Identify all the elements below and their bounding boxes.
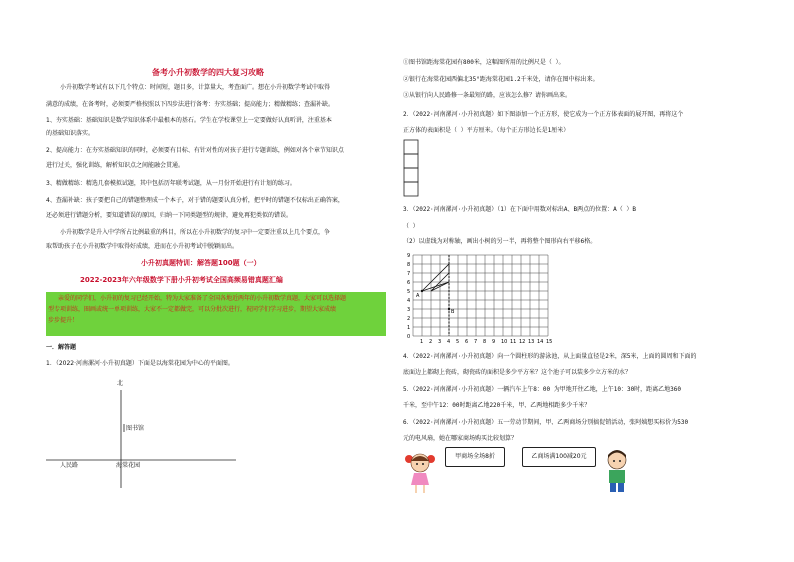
point-a-dot (421, 290, 423, 292)
notice-line-1: 亲爱的同学们，小升初的复习已经开始，特为大家准备了全国各地近两年的小升初数学真题，大家可以选择题 (58, 295, 347, 302)
x-tick-label: 1 (420, 339, 424, 345)
cube-net-figure (403, 139, 423, 205)
para-1-line-1: 1、夯实基础：基础知识是数学知识体系中最根本的基石。学生在学校课堂上一定要做好认真听讲，注重基本 (46, 117, 332, 124)
question-4-line-2: 底面边上都砌上瓷砖，砌瓷砖的面积是多少平方米？这个池子可以装多少立方米的水？ (403, 369, 632, 376)
para-5-line-1: 小升初数学是升入中学所占比例最重的科目，所以在小升初数学的复习中一定要注重以上几个要点，争 (60, 229, 331, 236)
question-6-line-2: 元的电风扇，她在哪家商场购买比较划算？ (403, 435, 518, 442)
para-4-line-2: 还必须进行错题分析，要知道错误的原因，归纳一下同类题型的规律，避免再犯类似的错误。 (46, 212, 293, 219)
para-4-line-1: 4、查漏补缺：孩子要把自己的错题整理成一个本子，对于错的题要认真分析，把平时的错题不仅标出正确答案， (46, 197, 344, 204)
question-3-line-3: （2）以虚线为对称轴，画出小树的另一半，再将整个图形向右平移6格。 (403, 238, 597, 245)
y-tick-label: 3 (407, 307, 411, 313)
x-tick-label: 13 (528, 339, 535, 345)
x-tick-label: 10 (501, 339, 508, 345)
question-6-line-1: 6．（2022·河南漯河·小升初真题）五一劳动节期间，甲、乙两商场分别搞促销活动，张阿姨想买标价为530 (403, 419, 689, 426)
girl-svg (403, 449, 437, 495)
question-5-line-1: 5．（2022·河南漯河·小升初真题）一辆汽车上午8：00 为甲地开往乙地，上午10：30时，距离乙地360 (403, 386, 682, 393)
grid-svg (403, 250, 563, 346)
question-4-line-1: 4．（2022·河南漯河·小升初真题）向一个圆柱形的游泳池，从上面量直径是2米，深5米，上面的圆周和下面的 (403, 353, 697, 360)
x-tick-label: 11 (510, 339, 517, 345)
bubble-left (445, 447, 505, 467)
coordinate-grid (403, 250, 563, 346)
bubble-left-text: 甲商场全场8折 (455, 453, 495, 460)
x-tick-label: 7 (474, 339, 478, 345)
question-1: 1．（2022·河南漯河·小升初真题）下面是以海棠花园为中心的平面图。 (46, 360, 234, 367)
notice-line-3: 步步提升！ (48, 317, 79, 324)
para-1-line-2: 的基础知识落实。 (46, 130, 95, 137)
x-tick-label: 6 (465, 339, 469, 345)
y-tick-label: 2 (407, 316, 411, 322)
q1-sub-3: ③从银行向人民路修一条最短的路，应该怎么修？请你画出来。 (403, 92, 572, 99)
question-2-line-1: 2．（2022·河南漯河·小升初真题）如下图添加一个正方形，使它成为一个正方体表面的展开图，再将这个 (403, 111, 684, 118)
x-tick-label: 5 (456, 339, 460, 345)
y-tick-label: 7 (407, 271, 411, 277)
map-svg (46, 378, 246, 488)
special-title: 小升初真题特训：解答题100题（一） (141, 259, 261, 267)
x-tick-label: 9 (492, 339, 496, 345)
point-b-dot (448, 308, 450, 310)
x-tick-label: 2 (429, 339, 433, 345)
point-b-label: B (451, 309, 455, 315)
road-label: 人民路 (60, 462, 79, 469)
x-tick-label: 8 (483, 339, 487, 345)
y-tick-label: 5 (407, 289, 411, 295)
para-2-line-2: 进行过关，强化训练，解析知识点之间能融会贯通。 (46, 162, 185, 169)
bubble-right (522, 447, 596, 467)
section-heading: 一．解答题 (46, 344, 77, 351)
q1-sub-1: ①图书馆距海棠花园有800米，这幅图所用的比例尺是（ ）。 (403, 59, 565, 66)
question-3-line-1: 3．（2022·河南漯河·小升初真题）（1）在下面中用数对标出A、B两点的位置：A（ ）B (403, 206, 636, 213)
y-tick-label: 9 (407, 253, 411, 259)
y-tick-label: 8 (407, 262, 411, 268)
question-2-line-2: 正方体的表面积是（ ）平方厘米。（每个正方形边长是1厘米） (403, 127, 570, 134)
question-3-line-2: （ ） (403, 223, 419, 230)
x-tick-label: 12 (519, 339, 526, 345)
y-tick-label: 0 (407, 334, 411, 340)
y-tick-label: 4 (407, 298, 411, 304)
question-5-line-2: 千米，至中午12：00时距离乙地220千米，甲、乙两地相距多少千米？ (403, 402, 591, 409)
boy-illustration (600, 447, 634, 499)
boy-svg (600, 447, 634, 495)
tree-half-outline (422, 264, 449, 291)
map-figure (46, 378, 246, 488)
intro-line-2: 满意的成绩，在备考时，必须要严格按照以下四步法进行备考：夯实基础；提高能力；精做精练；查漏补缺。 (46, 101, 335, 108)
girl-illustration (403, 449, 437, 499)
intro-line-1: 小升初数学考试有以下几个特点：时间短，题目多，计算量大，考查面广。想在小升初数学考试中取得 (60, 84, 331, 91)
notice-line-2: 型专项训练，圈画或统一单项训练，大家不一定都做完，可以分批次进行，祝同学们学习进步，期望大家成绩 (48, 306, 337, 313)
y-tick-label: 6 (407, 280, 411, 286)
q1-sub-2: ②银行在海棠花园西偏北35°距海棠花园1.2千米处，请你在图中标出来。 (403, 76, 599, 83)
notice-box (46, 292, 386, 336)
cube-net-svg (403, 139, 423, 201)
para-5-line-2: 取帮助孩子在小升初数学中取得好成绩，进而在小升初考试中脱颖而出。 (46, 243, 239, 250)
garden-label: 海棠花园 (116, 462, 141, 469)
para-2-line-1: 2、提高能力：在夯实基础知识的同时，必须要有目标、有针对性的对孩子进行专题训练，例如对各个章节知识点 (46, 147, 344, 154)
x-tick-label: 4 (447, 339, 451, 345)
x-tick-label: 15 (546, 339, 553, 345)
bubble-right-text: 乙商场满100减20元 (531, 453, 587, 460)
para-3: 3、精做精练：精选几套模拟试题，其中包括历年联考试题，从一月份开始进行有计划的练习。 (46, 180, 296, 187)
library-label: 图书馆 (126, 425, 145, 432)
x-tick-label: 14 (537, 339, 544, 345)
x-tick-label: 3 (438, 339, 442, 345)
main-title: 2022-2023年六年级数学下册小升初考试全国高频易错真题汇编 (80, 276, 283, 284)
article-title: 备考小升初数学的四大复习攻略 (152, 68, 264, 77)
north-label: 北 (117, 380, 124, 387)
y-tick-label: 1 (407, 325, 411, 331)
point-a-label: A (416, 293, 420, 299)
